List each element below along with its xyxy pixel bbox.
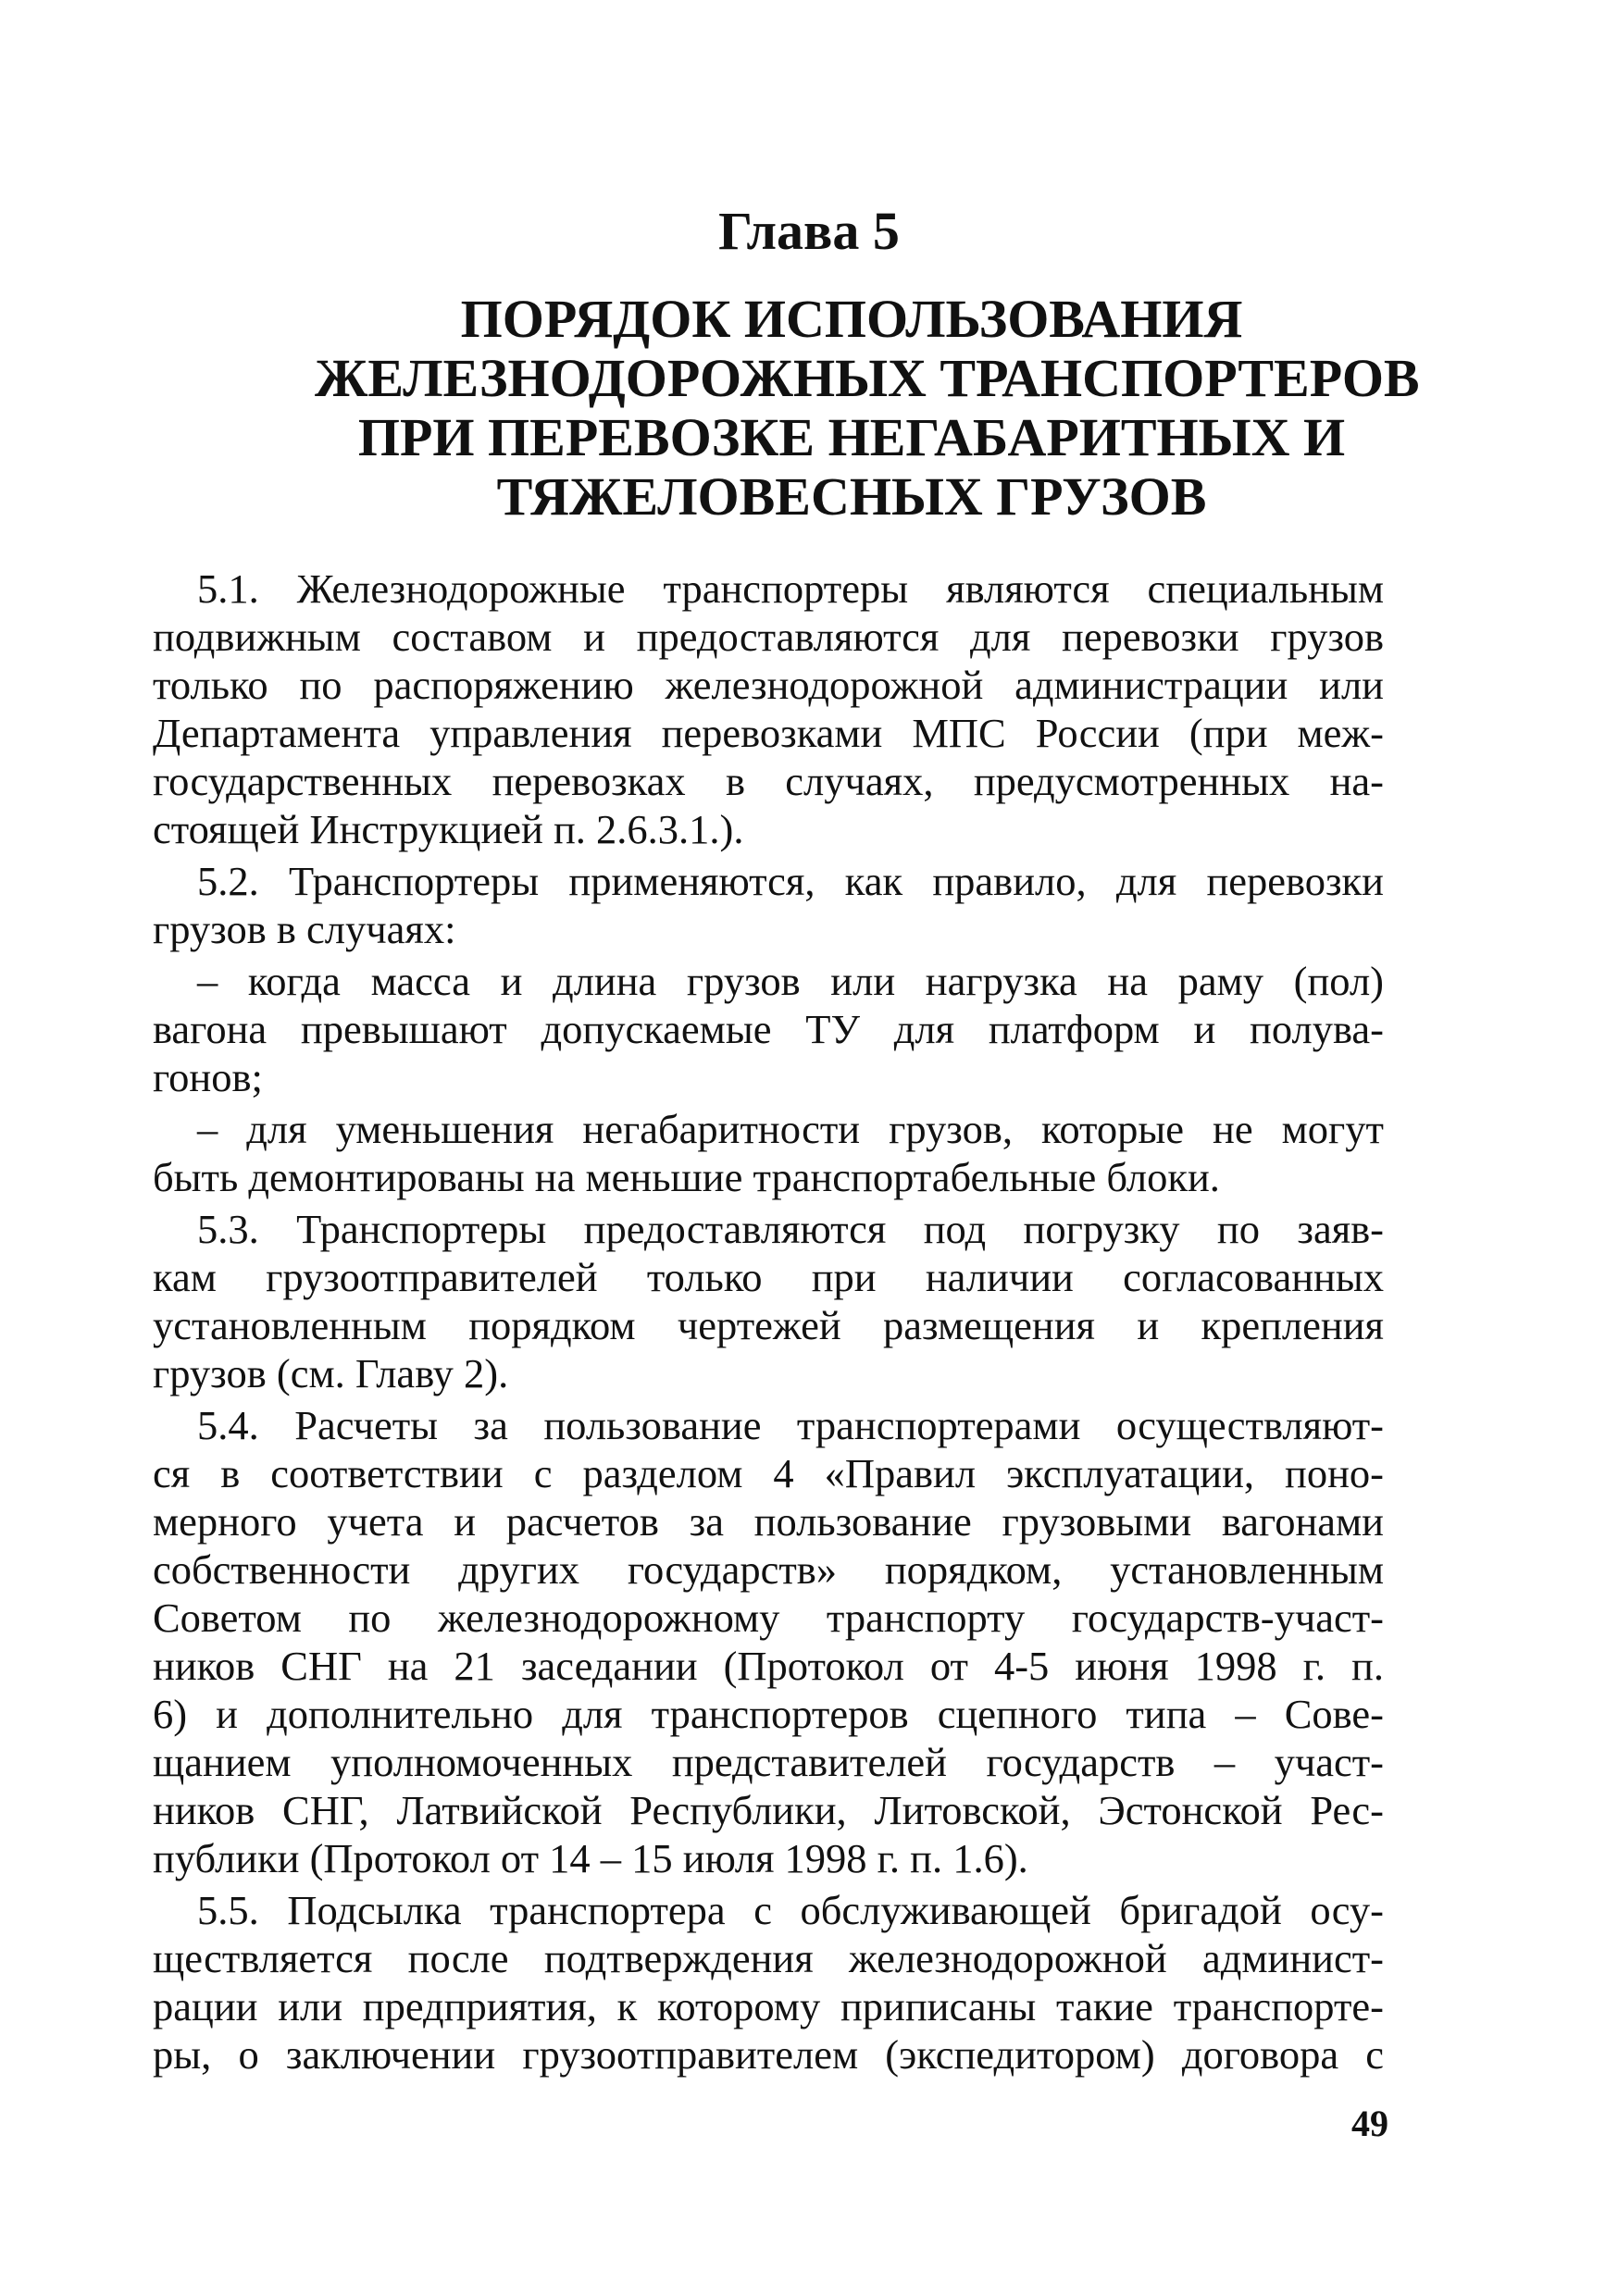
list-item-mass-length [153,957,1384,1101]
paragraph-5-3 [153,1205,1384,1397]
text-line: мерного учета и расчетов за пользование грузовыми вагонами [153,1498,1384,1545]
text-line: кам грузоотправителей только при наличии согласованных [153,1254,1384,1300]
text-line: быть демонтированы на меньшие транспортабельные блоки. [153,1154,1220,1200]
chapter-title [315,289,1420,527]
text-line: – когда масса и длина грузов или нагрузка на раму (пол) [197,958,1384,1004]
body-text [153,565,1384,2082]
paragraph-5-2 [153,857,1384,953]
text-line: Департамента управления перевозками МПС России (при меж- [153,710,1384,756]
text-line: щанием уполномоченных представителей государств – участ- [153,1739,1384,1785]
text-line: рации или предприятия, к которому приписаны такие транспорте- [153,1983,1384,2029]
text-line: установленным порядком чертежей размещения и крепления [153,1302,1384,1348]
text-line: публики (Протокол от 14 – 15 июля 1998 г. п. 1.6). [153,1835,1028,1881]
chapter-title-line: ТЯЖЕЛОВЕСНЫХ ГРУЗОВ [496,466,1207,527]
text-line: ся в соответствии с разделом 4 «Правил эксплуатации, поно- [153,1450,1384,1496]
chapter-title-line: ПРИ ПЕРЕВОЗКЕ НЕГАБАРИТНЫХ И [357,407,1346,467]
text-line: собственности других государств» порядком, установленным [153,1546,1384,1593]
text-line: государственных перевозках в случаях, предусмотренных на- [153,758,1384,804]
chapter-label: Глава 5 [718,201,900,261]
text-line: только по распоряжению железнодорожной администрации или [153,662,1384,708]
text-line: грузов в случаях: [153,906,456,952]
text-line: стоящей Инструкцией п. 2.6.3.1.). [153,806,744,852]
text-line: 5.2. Транспортеры применяются, как правило, для перевозки [197,858,1384,904]
page-number: 49 [1351,2103,1388,2144]
text-line: – для уменьшения негабаритности грузов, которые не могут [197,1106,1384,1152]
text-line: 5.4. Расчеты за пользование транспортерами осуществляют- [197,1402,1384,1448]
text-line: гонов; [153,1054,263,1100]
chapter-title-line: ЖЕЛЕЗНОДОРОЖНЫХ ТРАНСПОРТЕРОВ [315,348,1420,408]
paragraph-5-1 [153,565,1384,853]
list-item-oversize [153,1105,1384,1201]
text-line: ры, о заключении грузоотправителем (экспедитором) договора с [153,2031,1384,2078]
text-line: 5.5. Подсылка транспортера с обслуживающей бригадой осу- [197,1887,1384,1933]
text-line: 5.3. Транспортеры предоставляются под погрузку по заяв- [197,1206,1384,1252]
paragraph-5-4 [153,1401,1384,1882]
text-line: подвижным составом и предоставляются для перевозки грузов [153,614,1384,660]
text-line: 5.1. Железнодорожные транспортеры являются специальным [197,565,1384,612]
text-line: вагона превышают допускаемые ТУ для платформ и полува- [153,1006,1384,1052]
paragraph-5-5 [153,1886,1384,2079]
text-line: ников СНГ на 21 заседании (Протокол от 4-5 июня 1998 г. п. [153,1643,1384,1689]
text-line: 6) и дополнительно для транспортеров сцепного типа – Сове- [153,1691,1384,1737]
text-line: грузов (см. Главу 2). [153,1350,509,1396]
text-line: ществляется после подтверждения железнодорожной админист- [153,1935,1384,1981]
text-line: ников СНГ, Латвийской Республики, Литовской, Эстонской Рес- [153,1787,1384,1833]
text-line: Советом по железнодорожному транспорту государств-участ- [153,1595,1384,1641]
chapter-title-line: ПОРЯДОК ИСПОЛЬЗОВАНИЯ [460,289,1243,349]
